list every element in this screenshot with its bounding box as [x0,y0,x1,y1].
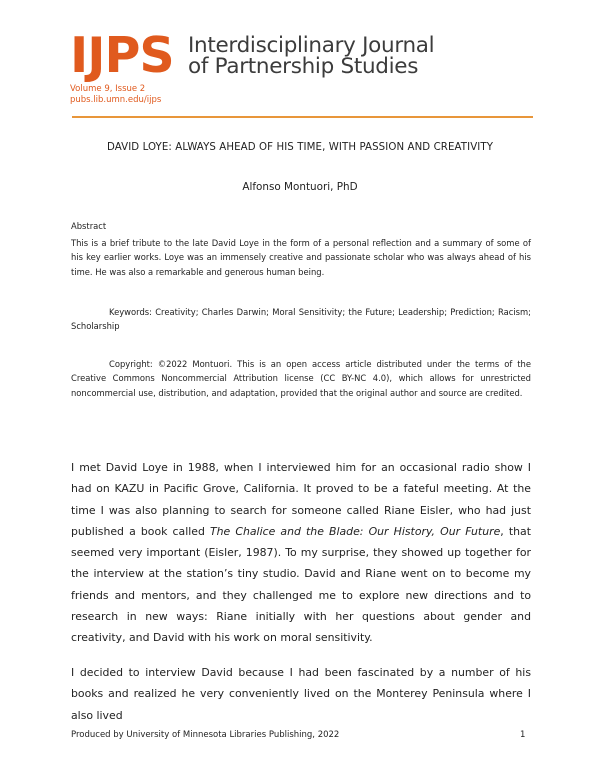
journal-name-line2: of Partnership Studies [188,54,419,79]
issue-info [70,84,161,106]
p1-text-a: I met David Loye in 1988, when I interviewed him for an occasional radio show I had on KAZU in Pacific Grove, California. It proved to be a fateful meeting. At the time I was also planning to search for someone called Riane Eisler, who had just published a book called [71,461,531,538]
journal-name-line1: Interdisciplinary Journal [188,33,435,58]
abstract-heading: Abstract [71,221,107,231]
body-paragraph-2: I decided to interview David because I had been fascinated by a number of his books and realized he very conveniently lived on the Monterey Peninsula where I also lived [71,666,531,722]
copyright-notice: Copyright: ©2022 Montuori. This is an open access article distributed under the terms of the Creative Commons Noncommercial Attribution license (CC BY-NC 4.0), which allows for unrestricted noncommercial use, distribution, and adaptation, provided that the original author and source are credited. [71,359,531,398]
p1-text-b: , that seemed very important (Eisler, 1987). To my surprise, they showed up together for the interview at the station’s tiny studio. David and Riane went on to become my friends and mentors, and they challenged me to explore new directions and to research in new ways: Riane initially with her questions about gender and creativity, and David with his work on moral sensitivity. [71,524,531,645]
article-title: DAVID LOYE: ALWAYS AHEAD OF HIS TIME, WITH PASSION AND CREATIVITY [106,142,494,153]
journal-url[interactable]: pubs.lib.umn.edu/ijps [70,95,162,105]
header-divider [72,116,533,118]
journal-name [188,35,434,77]
volume-issue: Volume 9, Issue 2 [70,84,146,94]
logo-mark: IJPS [70,27,174,84]
book-title: The Chalice and the Blade: Our History, Our Future [210,524,501,538]
keywords: Keywords: Creativity; Charles Darwin; Moral Sensitivity; the Future; Leadership; Prediction; Racism; Scholarship [71,307,531,332]
page-number: 1 [520,730,526,740]
footer-publisher: Produced by University of Minnesota Libraries Publishing, 2022 [71,730,340,740]
abstract-text: This is a brief tribute to the late David Loye in the form of a personal reflection and a summary of some of his key earlier works. Loye was an immensely creative and passionate scholar who was always ahead of his time. He was also a remarkable and generous human being. [71,238,531,277]
body-paragraph-1 [71,457,531,649]
article-author: Alfonso Montuori, PhD [242,181,358,193]
